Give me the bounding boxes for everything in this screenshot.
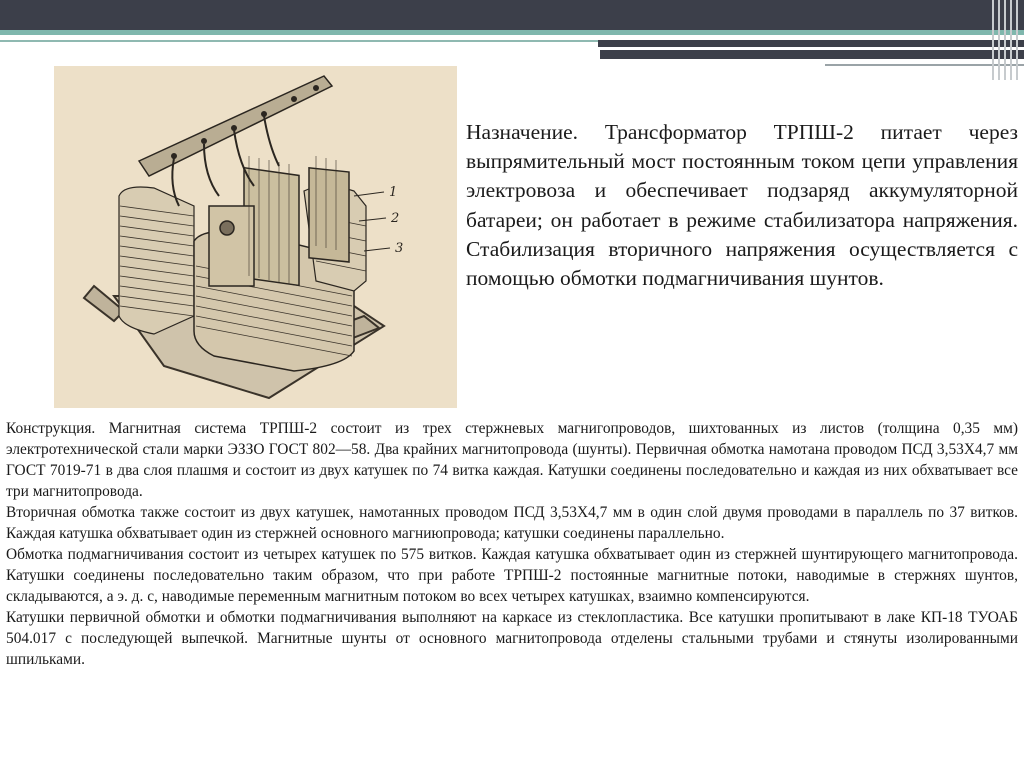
transformer-drawing [54, 66, 457, 408]
header-stripes [990, 0, 1024, 80]
callout-label-3: 3 [395, 241, 404, 256]
header-accent-line [0, 30, 1024, 35]
paragraph-bias-winding: Обмотка подмагничивания состоит из четырех катушек по 575 витков. Каждая катушка обхватывает один из стержней шунтирующего магнитопровода. Катушки соединены последовательно таким образом, что при работе ТРПШ-2 постоянные магнитные потоки, наводимые в стержнях шунтов, складываются, а э. д. с, наводимые переменным магнитным потоком во всех четырех катушках, взаимно компенсируются. [6, 546, 1018, 605]
callout-label-1: 1 [389, 185, 398, 200]
header-thin-line [0, 40, 600, 42]
callout-label-2: 2 [391, 211, 400, 226]
header-bar [0, 0, 1024, 30]
header-right-bar-bottom [600, 50, 1024, 59]
transformer-illustration [54, 66, 457, 408]
paragraph-secondary-winding: Вторичная обмотка также состоит из двух катушек, намотанных проводом ПСД 3,53Х4,7 мм в один слой двумя проводами в параллель по 37 витков. Каждая катушка обхватывает один из стержней основного магниюпровода; катушки соединены параллельно. [6, 504, 1018, 542]
intro-paragraph: Назначение. Трансформатор ТРПШ-2 питает через выпрямительный мост постоянным током цепи управления электровоза и обеспечивает подзаряд аккумуляторной батареи; он работает в режиме стабилизатора напряжения. Стабилизация вторичного напряжения осуществляется с помощью обмотки подмагничивания шунтов. [466, 120, 1018, 291]
header-right-bar-top [598, 40, 1024, 47]
paragraph-construction: Конструкция. Магнитная система ТРПШ-2 состоит из трех стержневых магнигопроводов, шихтованных из листов (толщина 0,35 мм) электротехнической стали марки ЭЗЗО ГОСТ 802—58. Два крайних магнитопровода (шунты). Первичная обмотка намотана проводом ПСД 3,53Х4,7 мм ГОСТ 7019-71 в два слоя плашмя и состоит из двух катушек по 74 витка каждая. Катушки соединены последовательно и каждая из них обхватывает все три магнитопровода. [6, 420, 1018, 500]
paragraph-coils-frame: Катушки первичной обмотки и обмотки подмагничивания выполняют на каркасе из стеклопластика. Все катушки пропитывают в лаке КП-18 ТУОАБ 504.017 с последующей выпечкой. Магнитные шунты от основного магнитопровода отделены стальными трубами и стянуты изолированными шпильками. [6, 609, 1018, 668]
body-text [6, 418, 1018, 670]
